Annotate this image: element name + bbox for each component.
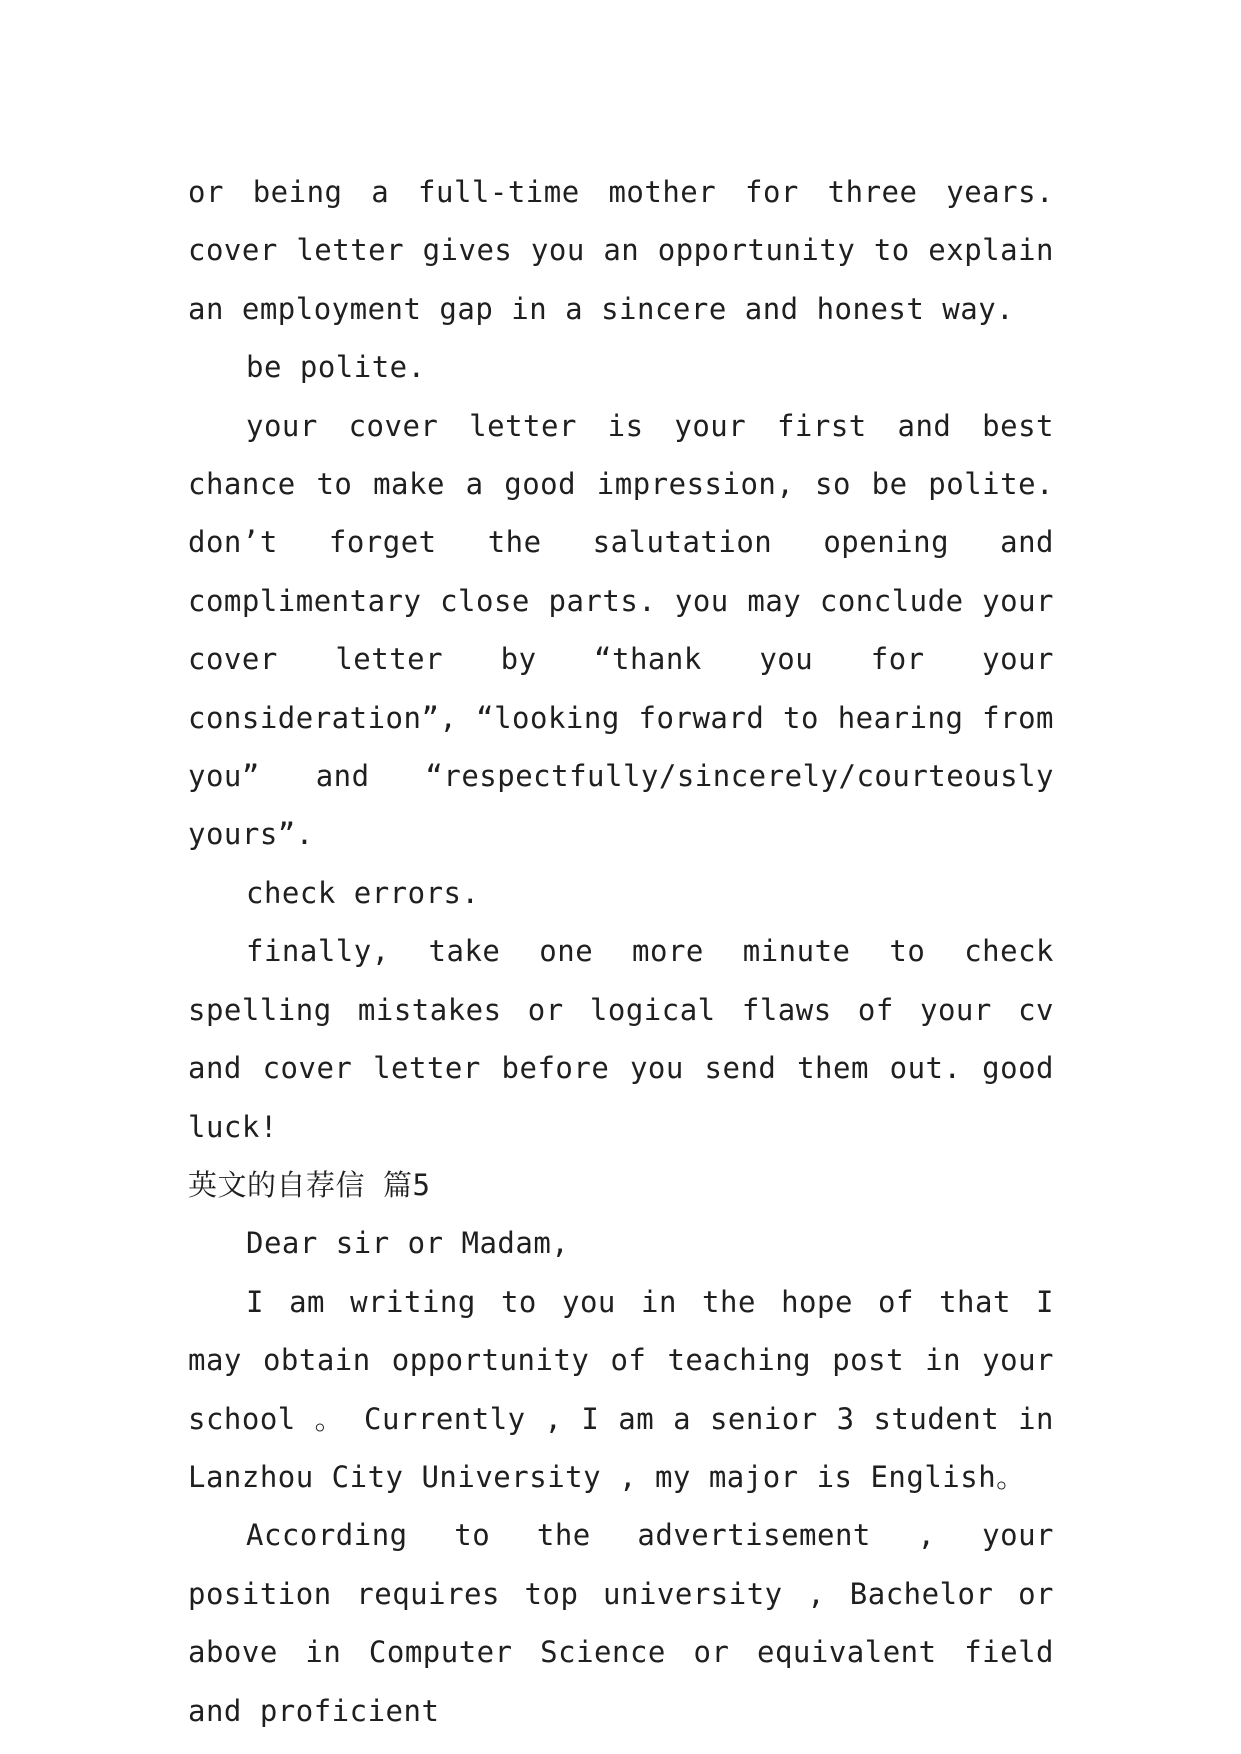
paragraph-requirements: According to the advertisement , your position requires top university , Bachelor or above in Computer Science or equivalent field and proficient bbox=[188, 1518, 1054, 1728]
heading-check-errors: check errors. bbox=[246, 875, 480, 910]
paragraph-check-errors: finally, take one more minute to check spelling mistakes or logical flaws of your cv and cover letter before you send them out. good luck! bbox=[188, 934, 1054, 1144]
salutation: Dear sir or Madam, bbox=[246, 1226, 570, 1261]
paragraph-introduction: I am writing to you in the hope of that I may obtain opportunity of teaching post in your school 。 Currently , I am a senior 3 student in Lanzhou City University , my major is English。 bbox=[188, 1284, 1054, 1494]
paragraph-be-polite: your cover letter is your first and best chance to make a good impression, so be polite. don’t forget the salutation opening and complimentary close parts. you may conclude your cover letter by “thank you for your consideration”, “looking forward to hearing from you” and “respectfully/sincerely/courteously yours”. bbox=[188, 408, 1054, 852]
section-heading: 英文的自荐信 篇5 bbox=[188, 1167, 431, 1202]
heading-be-polite: be polite. bbox=[246, 350, 426, 385]
paragraph-employment-gap: or being a full-time mother for three years. cover letter gives you an opportunity to explain an employment gap in a sincere and honest way. bbox=[188, 175, 1054, 326]
letter-body bbox=[188, 163, 1054, 1740]
